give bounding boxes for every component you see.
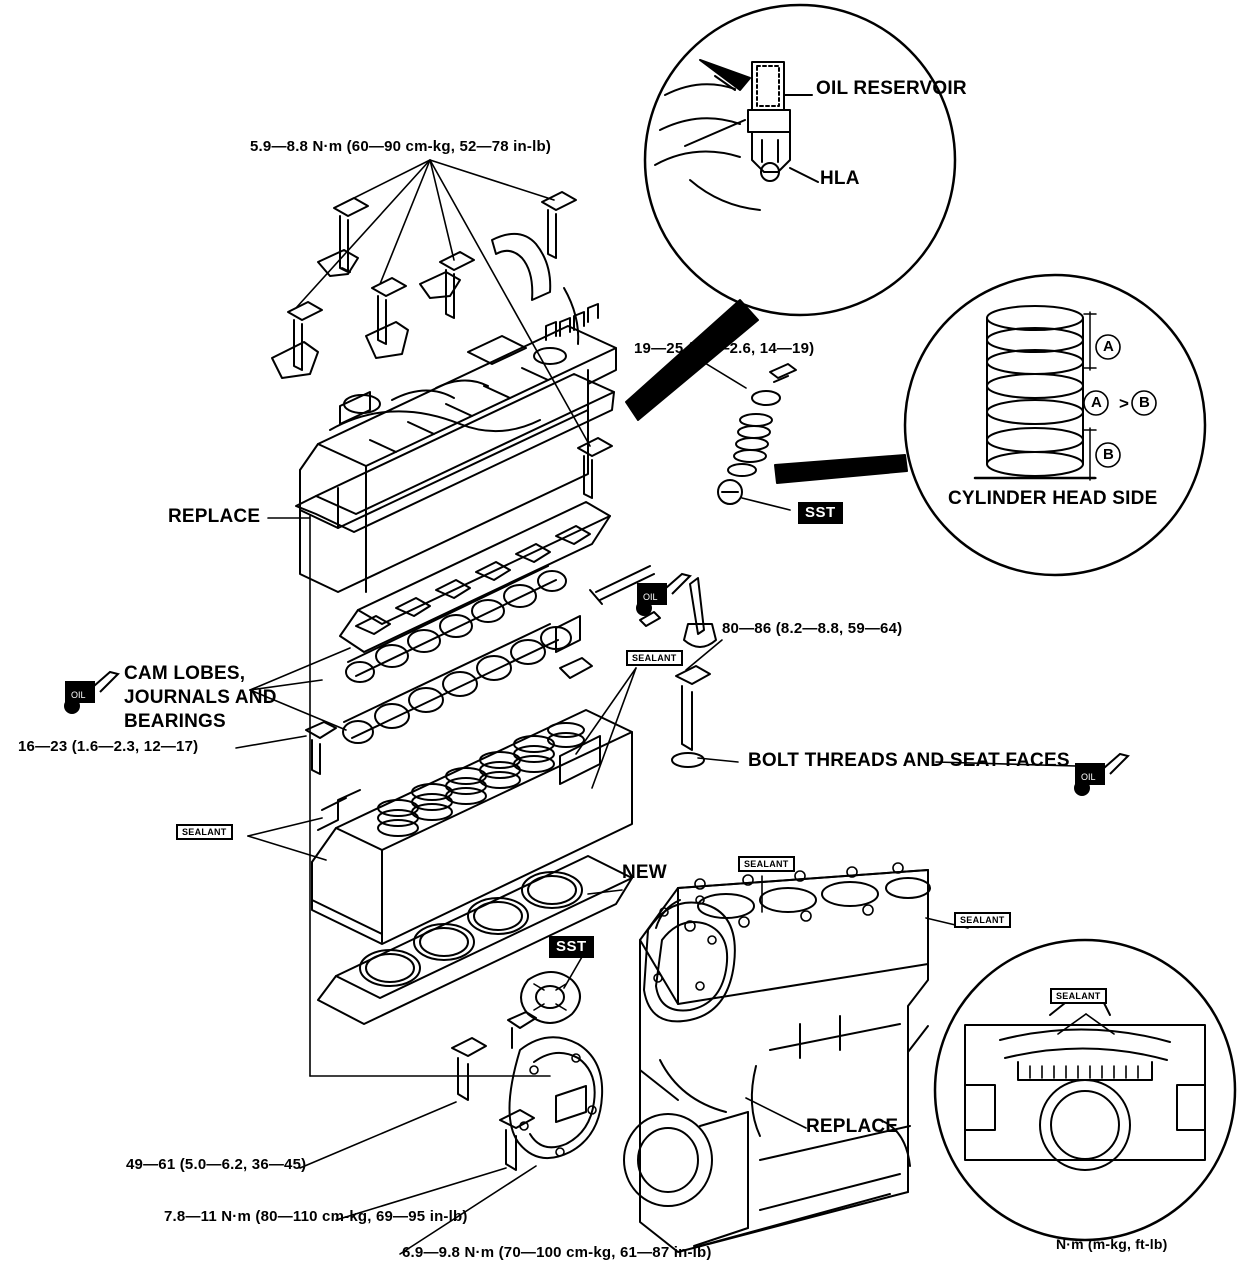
callout-oil-reservoir: OIL RESERVOIR [816,78,967,99]
sealant-tag-block-right: SEALANT [954,912,1011,928]
spring-mark-b-compare: B [1139,394,1151,411]
spring-mark-a-compare: A [1091,394,1103,411]
badge-sst-valve-spring: SST [798,502,843,524]
torque-spec-head-bolts: 80—86 (8.2—8.8, 59—64) [722,620,903,637]
badge-sst-seal: SST [549,936,594,958]
cylinder-head-cover [296,304,616,592]
spring-mark-b-bottom: B [1103,446,1115,463]
cylinder-block [624,863,930,1252]
torque-spec-cam-cap: 16—23 (1.6—2.3, 12—17) [18,738,199,755]
callout-cam-lobes [124,662,277,733]
callout-new-gasket: NEW [622,862,667,883]
cam-lobes-line-3: BEARINGS [124,710,226,732]
cam-lobes-line-2: JOURNALS AND [124,686,277,708]
torque-spec-cover-plate: 7.8—11 N·m (80—110 cm-kg, 69—95 in-lb) [164,1208,468,1225]
spring-mark-a-top: A [1103,338,1115,355]
svg-text:OIL: OIL [643,592,658,602]
svg-text:OIL: OIL [1081,772,1096,782]
spring-mark-greater-than: > [1119,394,1130,413]
oil-can-icon-cam [58,656,120,716]
detail-circle-hla [626,5,955,420]
svg-text:OIL: OIL [71,690,86,700]
oil-can-icon-bolt [1068,738,1130,798]
sealant-tag-detail: SEALANT [1050,988,1107,1004]
lower-cover-parts [452,972,602,1170]
cylinder-head [312,710,632,944]
callout-replace-seal: REPLACE [806,1116,899,1137]
sealant-tag-block-top: SEALANT [738,856,795,872]
callout-replace-gasket: REPLACE [168,506,261,527]
torque-spec-valve-related: 19—25 (1.9—2.6, 14—19) [634,340,815,357]
torque-spec-rocker-cover: 5.9—8.8 N·m (60—90 cm-kg, 52—78 in-lb) [250,138,552,155]
detail-circle-sealant-application [935,940,1235,1240]
units-note: N·m (m-kg, ft-lb) [1056,1236,1168,1252]
oil-can-icon-valve [630,558,692,618]
leader-lines [236,160,1114,1254]
callout-hla: HLA [820,168,860,189]
callout-cylinder-head-side: CYLINDER HEAD SIDE [948,488,1158,509]
detail-circle-valve-spring [775,275,1205,575]
cam-lobes-line-1: CAM LOBES, [124,663,246,684]
torque-spec-small-plate: 6.9—9.8 N·m (70—100 cm-kg, 61—87 in-lb) [402,1244,712,1261]
sealant-tag-head-left: SEALANT [176,824,233,840]
cover-bolts [272,192,612,498]
torque-spec-bracket: 49—61 (5.0—6.2, 36—45) [126,1156,307,1173]
sealant-tag-head-bolt: SEALANT [626,650,683,666]
callout-bolt-threads: BOLT THREADS AND SEAT FACES [748,750,1070,771]
